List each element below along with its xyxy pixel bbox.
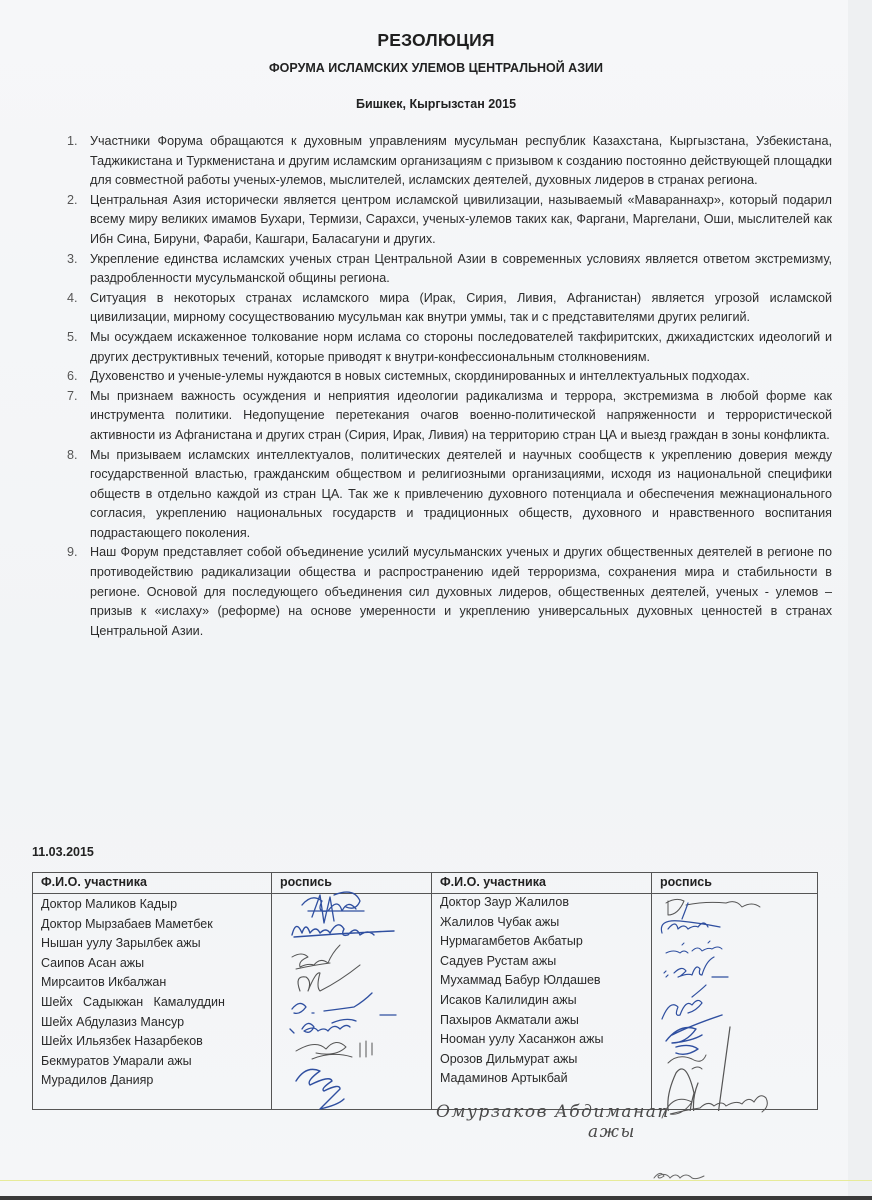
item-text: Наш Форум представляет собой объединение усилий мусульманских ученых и других общественных деятелей в регионе по противодействию радикализации общества и распространению идей терроризма, сохранения мира и стабильности в регионе. Основой для последующего объединения сил духовных лидеров, общественных деятелей, ученых - улемов – призыв к «ислаху» (реформе) на основе умеренности и укреплению универсальных духовных ценностей в странах Центральной Азии. [90,545,832,638]
signature-r1 [666,899,760,915]
item-text: Укрепление единства исламских ученых стран Центральной Азии в современных условиях является ответом экстремизму, раздробленности мусульманской общины региона. [90,251,832,286]
participant-name: Пахыров Акматали ажы [440,1012,579,1027]
item-number: 7. [67,388,78,403]
signature-r6 [666,1015,722,1054]
header-sign-left: роспись [280,875,332,889]
signature-marks-left [272,873,432,1111]
participant-name: Шейх Абдулазиз Мансур [41,1014,185,1029]
participant-name: Садуев Рустам ажы [440,953,557,968]
signatures-table [32,872,818,1110]
handwritten-participant-title: ажы [588,1122,636,1142]
document-place-year: Бишкек, Кыргызстан 2015 [355,97,517,111]
signature-r3 [666,941,722,953]
handwritten-participant-name: Омурзаков Абдиманап [436,1102,670,1122]
participant-name: Шейх Ильязбек Назарбеков [41,1034,203,1049]
participant-name: Жалилов Чубак ажы [440,914,560,929]
signature-r7 [668,1055,706,1069]
participant-name: Мадаминов Артыкбай [440,1071,568,1086]
signature-2 [292,925,394,937]
item-number: 6. [67,369,78,384]
item-text: Мы осуждаем искаженное толкование норм ислама со стороны последователей такфиритских, джихадистских идеологий и других деструктивных течений, которые приводят к внутри-конфессиональным столкновениям. [90,329,832,364]
resolution-item [64,543,832,641]
header-sign-right: роспись [660,875,712,889]
participant-name: Орозов Дильмурат ажы [440,1051,578,1066]
item-text: Участники Форума обращаются к духовным управлениям мусульман республик Казахстана, Кыргызстана, Узбекистана, Таджикистана и Туркменистана и другим исламским организациям с призывом к созданию постоянно действующей площадки для совместной работы ученых-улемов, мыслителей, исламских деятелей, духовных лидеров в странах региона. [90,134,832,188]
participant-name: Мирсаитов Икбалжан [41,975,167,990]
handwritten-signature [656,1092,816,1132]
participant-name: Саипов Асан ажы [41,955,145,970]
signature-marks-right [652,873,818,1111]
signature-5 [292,993,396,1015]
resolution-item [64,446,832,544]
participant-name: Исаков Калилидин ажы [440,992,577,1007]
item-text: Духовенство и ученые-улемы нуждаются в новых системных, скординированных и интеллектуальных подходах. [90,369,750,384]
signature-3 [292,945,340,969]
participant-name: Нурмагамбетов Акбатыр [440,934,583,949]
participants-right [432,893,651,1089]
scan-bottom-edge [0,1196,872,1200]
signature-7 [296,1041,372,1059]
resolution-items [64,132,832,641]
item-text: Ситуация в некоторых странах исламского мира (Ирак, Сирия, Ливия, Афганистан) является угрозой исламской цивилизации, мирному сосуществованию мусульман как внутри уммы, так и с представителями других религий. [90,290,832,325]
participants-left [33,895,271,1091]
signature-r4 [664,957,728,977]
resolution-item [64,328,832,367]
resolution-item [64,367,832,387]
signature-r5 [662,985,706,1019]
document-title: РЕЗОЛЮЦИЯ [377,30,495,50]
resolution-item [64,250,832,289]
item-number: 2. [67,192,78,207]
item-text: Мы призываем исламских интеллектуалов, политических деятелей и научных сообществ к укреплению доверия между государственной властью, гражданским обществом и религиозными организациями, исходя из национальной специфики обществ в отдельно каждой из стран ЦА. Так же к привлечению духовного потенциала и обеспечения межнационального согласия, укреплению национальных государств и традиционных обществ, духовного и нравственного воспитания подрастающего поколения. [90,447,832,540]
participant-name: Доктор Маликов Кадыр [41,897,178,911]
header-name-left: Ф.И.О. участника [41,875,147,889]
item-number: 9. [67,545,78,560]
signature-r2 [661,903,720,933]
signature-4 [298,965,360,991]
signature-6 [290,1019,356,1033]
participant-name: Бекмуратов Умарали ажы [41,1053,192,1068]
item-number: 4. [67,290,78,305]
participant-name: Доктор Заур Жалилов [440,895,569,909]
participant-name: Мухаммад Бабур Юлдашев [440,973,601,988]
participant-name: Мурадилов Данияр [41,1073,154,1088]
resolution-item [64,289,832,328]
item-number: 5. [67,329,78,344]
participant-name: Нышан уулу Зарылбек ажы [41,936,201,951]
participant-name: Доктор Мырзабаев Маметбек [41,916,213,931]
signature-1 [302,892,364,923]
page-edge-shadow [848,0,872,1200]
document-subtitle: ФОРУМА ИСЛАМСКИХ УЛЕМОВ ЦЕНТРАЛЬНОЙ АЗИИ [269,61,603,75]
item-text: Мы признаем важность осуждения и неприятия идеологии радикализма и террора, экстремизма в любой форме как инструмента политики. Недопущение перетекания очагов военно-политической напряженности и террористической активности из Афганистана и других стран (Сирия, Ирак, Ливия) на территорию стран ЦА и выезд граждан в зоны конфликта. [90,388,832,442]
participant-name: Шейх Садыкжан Камалуддин [41,994,225,1009]
scan-yellow-line [0,1180,872,1181]
column-names-right [431,873,651,1109]
column-signatures-right [651,873,817,1109]
item-number: 3. [67,251,78,266]
item-number: 8. [67,447,78,462]
page-initial-mark [648,1162,718,1186]
column-signatures-left [271,873,431,1109]
item-number: 1. [67,134,78,148]
resolution-item [64,387,832,446]
resolution-item [64,191,832,250]
header-name-right: Ф.И.О. участника [440,875,546,889]
column-names-left [33,873,271,1109]
item-text: Центральная Азия исторически является центром исламской цивилизации, называемый «Мавараннахр», который подарил всему миру великих имамов Бухари, Термизи, Сарахси, ученых-улемов таких как, Фаргани, Маргелани, Оши, мыслителей как Ибн Сина, Бируни, Фараби, Кашгари, Баласагуни и других. [90,192,832,246]
signature-8 [296,1069,344,1109]
participant-name: Нооман уулу Хасанжон ажы [440,1032,604,1047]
document-date: 11.03.2015 [32,845,94,859]
resolution-item [64,132,832,191]
